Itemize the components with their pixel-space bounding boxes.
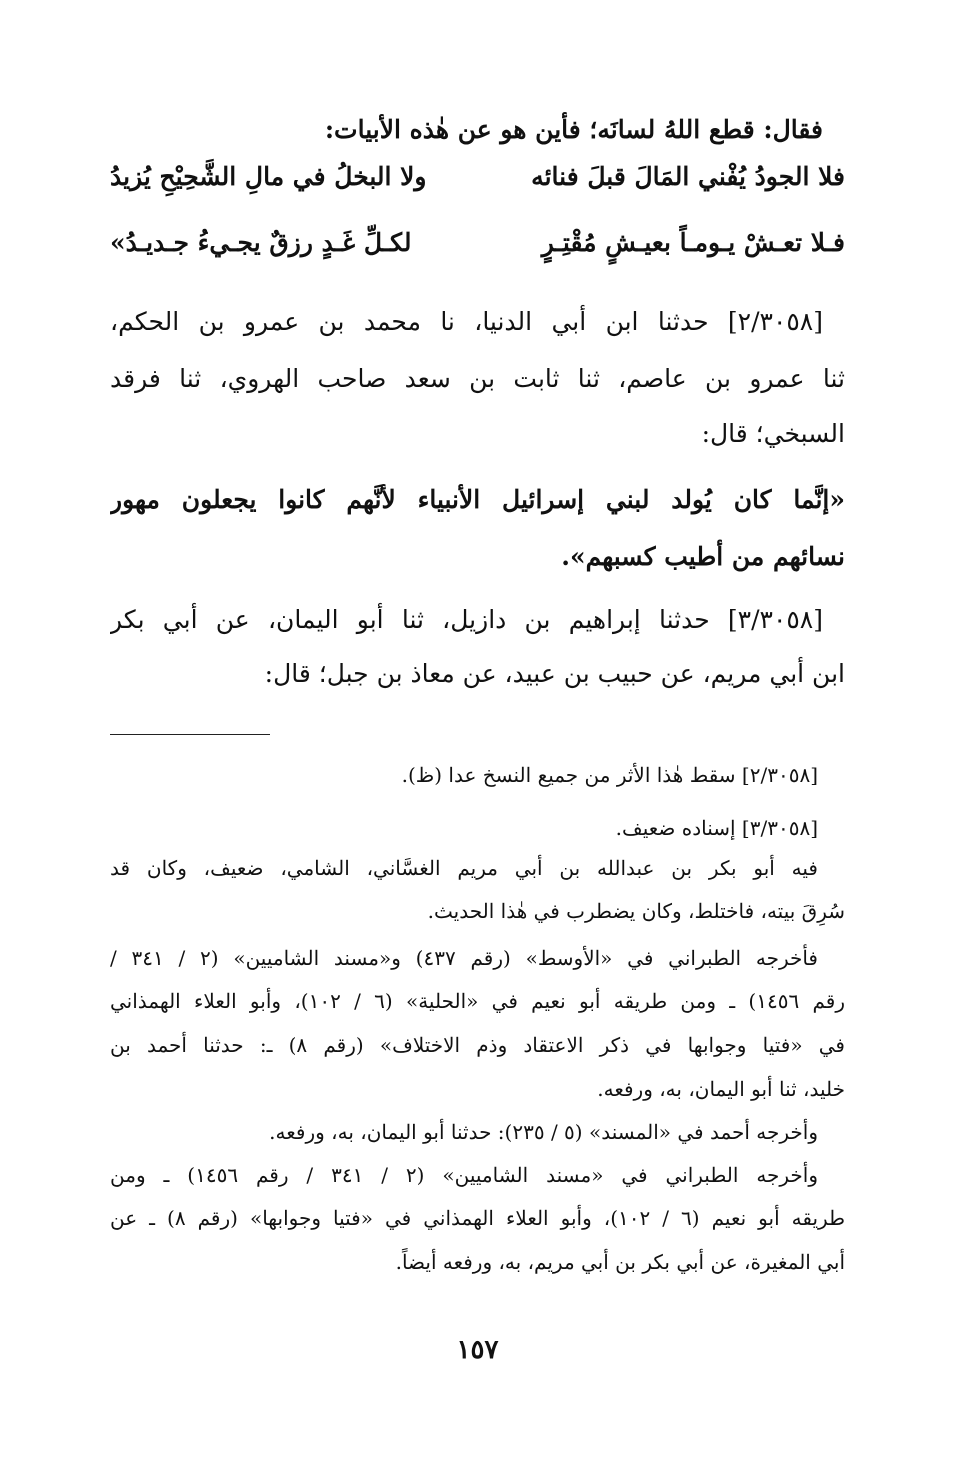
footnote-line: في «فتيا وجوابها في ذكر الاعتقاد وذم الاختلاف» (رقم ٨) ـ: حدثنا أحمد بن (110, 1033, 845, 1057)
footnote-line: وأخرجه أحمد في «المسند» (٥ / ٢٣٥): حدثنا أبو اليمان، به، ورفعه. (269, 1120, 818, 1144)
footnote-line: أبي المغيرة، عن أبي بكر بن أبي مريم، به، ورفعه أيضاً. (395, 1250, 845, 1274)
footnote-line: وأخرجه الطبراني في «مسند الشاميين» (٢ / ٣٤١ / رقم ١٤٥٦) ـ ومن (110, 1163, 818, 1187)
footnote-line: [٢/٣٠٥٨] سقط هٰذا الأثر من جميع النسخ عدا (ظ). (401, 763, 818, 787)
hadith-line: [٢/٣٠٥٨] حدثنا ابن أبي الدنيا، نا محمد بن عمرو بن الحكم، (110, 307, 823, 336)
page-number: ١٥٧ (456, 1335, 499, 1365)
footnote-line: فأخرجه الطبراني في «الأوسط» (رقم ٤٣٧) و«مسند الشاميين» (٢ / ٣٤١ / (110, 946, 818, 970)
footnote-line: فيه أبو بكر بن عبدالله بن أبي مريم الغسَّاني، الشامي، ضعيف، وكان قد (110, 856, 818, 880)
hadith-line: السبخي؛ قال: (701, 419, 845, 448)
quote-line: «إنَّما كان يُولد لبني إسرائيل الأنبياء لأنَّهم كانوا يجعلون مهور (110, 485, 845, 514)
quote-line: نسائهم من أطيب كسبهم». (561, 542, 845, 571)
hadith-line: [٣/٣٠٥٨] حدثنا إبراهيم بن دازيل، ثنا أبو اليمان، عن أبي بكر (110, 605, 823, 634)
footnote-line: خليد، ثنا أبو اليمان، به، ورفعه. (597, 1077, 845, 1101)
footnote-separator (110, 734, 270, 735)
verse-second-hemistich: لكـلِّ غَـدٍ رزقٌ يجـيءُ جـديـدُ» (110, 228, 412, 257)
verse-second-hemistich: ولا البخلُ في مالِ الشَّحِيْحِ يُزيدُ (110, 162, 427, 191)
footnote-line: [٣/٣٠٥٨] إسناده ضعيف. (615, 816, 818, 840)
footnote-line: رقم ١٤٥٦) ـ ومن طريقه أبو نعيم في «الحلية» (٦ / ١٠٢)، وأبو العلاء الهمذاني (110, 989, 845, 1013)
footnote-line: طريقه أبو نعيم (٦ / ١٠٢)، وأبو العلاء الهمذاني في «فتيا وجوابها» (رقم ٨) ـ عن (110, 1206, 845, 1230)
verse-row (110, 162, 845, 206)
hadith-line: ثنا عمرو بن عاصم، ثنا ثابت بن سعد صاحب الهروي، ثنا فرقد (110, 364, 845, 393)
verse-first-hemistich: فلا الجودُ يُفْني المَالَ قبلَ فنائه (531, 162, 845, 191)
verse-row (110, 228, 845, 272)
intro-line: فقال: قطع اللهُ لسانَه؛ فأين هو عن هٰذه الأبيات: (324, 115, 823, 144)
verse-first-hemistich: فـلا تعـشْ يـومـاً بعيـشٍ مُقْتِـرٍ (541, 228, 845, 257)
footnote-line: سُرِقَ بيته، فاختلط، وكان يضطرب في هٰذا الحديث. (427, 899, 845, 923)
hadith-line: ابن أبي مريم، عن حبيب بن عبيد، عن معاذ بن جبل؛ قال: (264, 659, 845, 688)
